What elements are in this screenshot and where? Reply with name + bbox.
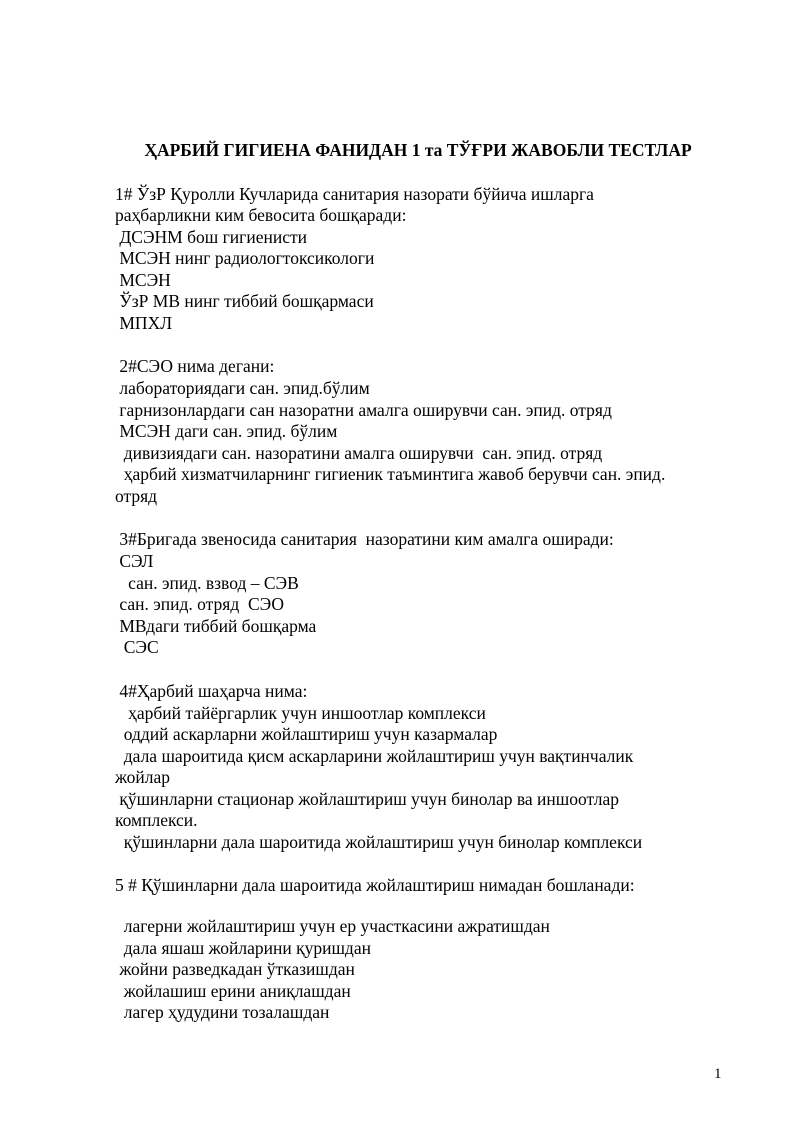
question-3-answer-1: СЭЛ	[115, 551, 154, 571]
question-1-answer-1: ДСЭНМ бош гигиенисти	[115, 227, 307, 247]
question-4-answer-5: қўшинларни дала шароитида жойлаштириш учун бинолар комплекси	[115, 832, 643, 852]
question-2-answer-3: МСЭН даги сан. эпид. бўлим	[115, 421, 338, 441]
question-2-answer-5-cont: отряд	[115, 486, 158, 506]
question-1-answer-4: ЎзР МВ нинг тиббий бошқармаси	[115, 291, 374, 311]
question-5-line-1: 5 # Қўшинларни дала шароитида жойлаштириш нимадан бошланади:	[115, 875, 635, 895]
question-2-line-1: 2#СЭО нима дегани:	[115, 356, 275, 376]
question-5-answer-2: дала яшаш жойларини қуришдан	[115, 938, 371, 958]
question-1-answer-2: МСЭН нинг радиологтоксикологи	[115, 248, 375, 268]
question-3-answer-5: СЭС	[115, 637, 159, 657]
question-1-line-1: 1# ЎзР Қуролли Кучларида санитария назорати бўйича ишларга	[115, 184, 594, 204]
question-1-line-2: раҳбарликни ким бевосита бошқаради:	[115, 205, 407, 225]
question-2-answer-2: гарнизонлардаги сан назоратни амалга оширувчи сан. эпид. отряд	[115, 400, 612, 420]
question-3-answer-4: МВдаги тиббий бошқарма	[115, 616, 317, 636]
question-5-answer-1: лагерни жойлаштириш учун ер участкасини ажратишдан	[115, 916, 550, 936]
question-4-line-1: 4#Ҳарбий шаҳарча нима:	[115, 681, 308, 701]
question-4-answer-1: ҳарбий тайёргарлик учун иншоотлар комплекси	[115, 703, 486, 723]
question-5-answer-3: жойни разведкадан ўтказишдан	[115, 959, 355, 979]
question-3-line-1: 3#Бригада звеносида санитария назоратини ким амалга оширади:	[115, 529, 614, 549]
question-4-answer-3: дала шароитида қисм аскарларини жойлаштириш учун вақтинчалик	[115, 746, 634, 766]
question-3-answer-3: сан. эпид. отряд СЭО	[115, 594, 285, 614]
document-title: ҲАРБИЙ ГИГИЕНА ФАНИДАН 1 та ТЎҒРИ ЖАВОБЛИ ТЕСТЛАР	[144, 140, 692, 160]
question-5-answer-4: жойлашиш ерини аниқлашдан	[115, 981, 351, 1001]
question-3-answer-2: сан. эпид. взвод – СЭВ	[115, 573, 299, 593]
question-2-answer-5: ҳарбий хизматчиларнинг гигиеник таъминтига жавоб берувчи сан. эпид.	[115, 464, 666, 484]
question-1-answer-3: МСЭН	[115, 270, 171, 290]
page-number: 1	[714, 1066, 722, 1082]
question-2-answer-4: дивизиядаги сан. назоратини амалга оширувчи сан. эпид. отряд	[115, 443, 603, 463]
question-4-answer-2: оддий аскарларни жойлаштириш учун казармалар	[115, 724, 498, 744]
question-4-answer-3-cont: жойлар	[115, 767, 171, 787]
question-4-answer-4: қўшинларни стационар жойлаштириш учун бинолар ва иншоотлар	[115, 789, 619, 809]
question-5-answer-5: лагер ҳудудини тозалашдан	[115, 1002, 330, 1022]
question-1-answer-5: МПХЛ	[115, 313, 173, 333]
question-2-answer-1: лабораториядаги сан. эпид.бўлим	[115, 378, 370, 398]
question-4-answer-4-cont: комплекси.	[115, 810, 198, 830]
